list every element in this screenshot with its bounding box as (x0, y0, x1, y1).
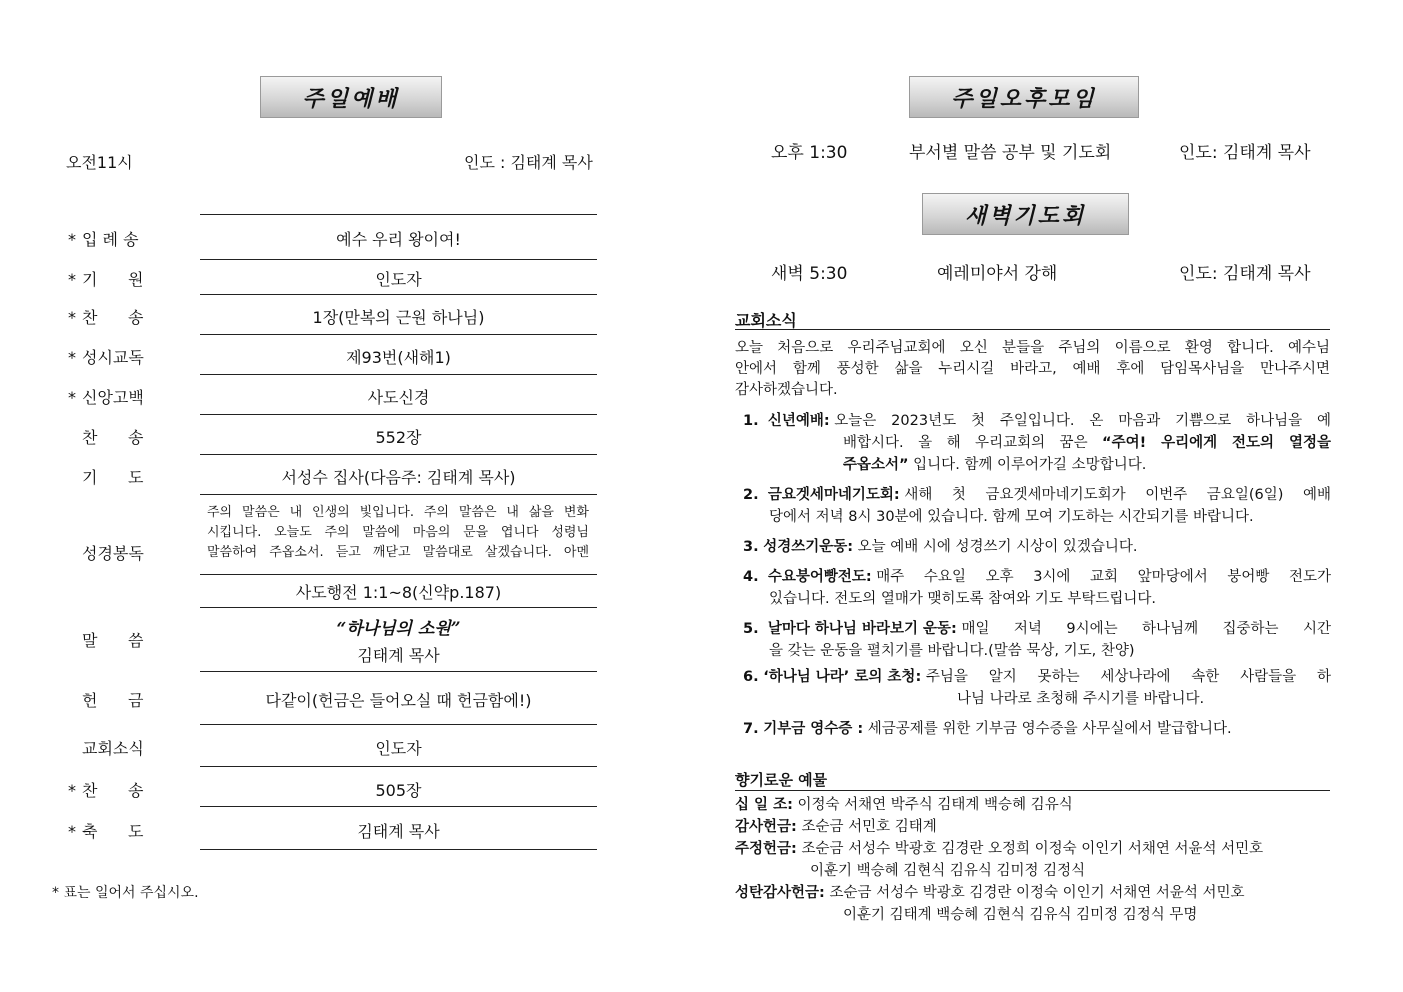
afternoon-banner (909, 76, 1139, 118)
order-label: * 신앙고백 (68, 388, 144, 407)
offering-type: 주정헌금: (735, 841, 797, 857)
stand-marker: * (68, 230, 76, 249)
offering-type: 감사헌금: (735, 819, 797, 835)
dawn-banner (922, 193, 1129, 235)
news-item-line: 오늘 예배 시에 성경쓰기 시상이 있겠습니다. (857, 539, 1138, 555)
news-item-line-part: 입니다. 함께 이루어가길 소망합니다. (908, 457, 1147, 473)
order-label: * 입 례 송 (68, 230, 139, 249)
welcome-line: 안에서 함께 풍성한 삶을 누리시길 바라고, 예배 후에 담임목사님을 만나주시면 (735, 361, 1330, 377)
order-rule (200, 334, 597, 335)
offering-names: 조순금 서성수 박광호 김경란 오정희 이정숙 이인기 서채연 서윤석 서민호 (801, 841, 1264, 857)
news-item (743, 410, 1331, 476)
news-item-line: 나님 나라로 초청해 주시기를 바랍니다. (957, 691, 1205, 707)
reading-prayer-line: 주의 말씀은 내 인생의 빛입니다. 주의 말씀은 내 삶을 변화 (207, 505, 589, 520)
order-value: 예수 우리 왕이여! (336, 230, 461, 249)
order-rule (200, 294, 597, 295)
news-item-line (743, 454, 1331, 476)
offering-names: 조순금 서성수 박광호 김경란 이정숙 이인기 서채연 서윤석 서민호 (829, 885, 1245, 901)
order-rule (200, 724, 597, 725)
stand-marker: * (68, 308, 76, 327)
order-label: * 기 원 (68, 270, 144, 289)
news-item-num: 6. (743, 669, 759, 685)
welcome-line: 감사하겠습니다. (735, 382, 838, 398)
news-item-num: 7. (743, 721, 759, 737)
afternoon-desc: 부서별 말씀 공부 및 기도회 (909, 143, 1112, 163)
news-item-line: 매일 저녁 9시에는 하나님께 집중하는 시간 (961, 621, 1331, 637)
news-item-num: 4. (743, 569, 759, 585)
offering-value: 다같이(헌금은 들어오실 때 헌금함에!) (265, 691, 532, 710)
afternoon-banner-title: 주일오후모임 (951, 85, 1097, 112)
news-item-title: 기부금 영수증 : (763, 721, 864, 737)
offering-row (735, 882, 1245, 904)
order-rule (200, 259, 597, 260)
reading-prayer (207, 503, 589, 563)
order-value: 552장 (375, 428, 422, 447)
news-item-num: 3. (743, 539, 759, 555)
sermon-preacher: 김태계 목사 (357, 646, 440, 665)
offerings-section-rule (735, 790, 1330, 791)
order-rule (200, 374, 597, 375)
offering-label: 헌 금 (82, 691, 144, 710)
order-rule (200, 454, 597, 455)
benediction-label: * 축 도 (68, 822, 144, 841)
sermon-title: “하나님의 소원” (336, 619, 461, 639)
news-item-line: 새해 첫 금요겟세마네기도회가 이번주 금요일(6일) 예배 (904, 487, 1331, 503)
worship-time: 오전11시 (66, 153, 133, 172)
dawn-banner-title: 새벽기도회 (964, 202, 1087, 229)
dawn-desc: 예레미야서 강해 (937, 264, 1058, 284)
news-item-title: 날마다 하나님 바라보기 운동: (767, 621, 957, 637)
hymn-value: 505장 (375, 781, 422, 800)
news-item-line-part: 배합시다. 올 해 우리교회의 꿈은 (843, 435, 1103, 451)
news-item-title: 성경쓰기운동: (763, 539, 854, 555)
order-value: 사도신경 (367, 388, 430, 407)
news-item (743, 536, 1331, 558)
order-rule (200, 849, 597, 850)
offering-row (735, 794, 1073, 816)
order-rule (200, 494, 597, 495)
news-item-title: 수요붕어빵전도: (767, 569, 872, 585)
news-section-title: 교회소식 (735, 311, 797, 330)
benediction-value: 김태계 목사 (357, 822, 440, 841)
welcome-text (735, 338, 1330, 401)
news-item (743, 484, 1331, 528)
order-rule (200, 574, 597, 575)
footnote: * 표는 일어서 주십시오. (52, 885, 199, 901)
offerings-section-title: 향기로운 예물 (735, 771, 828, 789)
offering-row (735, 816, 937, 838)
order-rule (200, 806, 597, 807)
offering-names: 조순금 서민호 김태계 (801, 819, 937, 835)
news-item-title: 금요겟세마네기도회: (767, 487, 900, 503)
offering-names-continued: 이훈기 백승혜 김현식 김유식 김미정 김정식 (810, 863, 1086, 879)
news-item-line: 당에서 저녁 8시 30분에 있습니다. 함께 모여 기도하는 시간되기를 바랍니다. (769, 509, 1254, 525)
dawn-time: 새벽 5:30 (771, 264, 848, 284)
news-item-num: 1. (743, 413, 759, 429)
order-label: * 찬 송 (68, 308, 144, 327)
offering-names: 이정숙 서채연 박주식 김태계 백승혜 김유식 (797, 797, 1073, 813)
stand-marker: * (68, 781, 76, 800)
welcome-line: 오늘 처음으로 우리주님교회에 오신 분들을 주님의 이름으로 환영 합니다. 예수님 (735, 340, 1330, 356)
stand-marker: * (68, 348, 76, 367)
news-item-line: 매주 수요일 오후 3시에 교회 앞마당에서 붕어빵 전도가 (876, 569, 1331, 585)
order-value: 제93번(새해1) (346, 348, 451, 367)
offering-names-continued: 이훈기 김태계 백승혜 김현식 김유식 김미정 김정식 무명 (843, 907, 1198, 923)
offering-type: 십 일 조: (735, 797, 793, 813)
stand-marker: * (68, 388, 76, 407)
news-item (743, 618, 1331, 662)
worship-banner-title: 주일예배 (302, 85, 400, 112)
reading-passage: 사도행전 1:1~8(신약p.187) (295, 583, 502, 602)
news-value: 인도자 (375, 739, 422, 758)
news-item-line (743, 432, 1331, 454)
news-item (743, 718, 1331, 740)
order-rule (200, 214, 597, 215)
news-item-title: 신년예배: (767, 413, 830, 429)
afternoon-leader: 인도: 김태계 목사 (1179, 143, 1311, 163)
stand-marker: * (68, 822, 76, 841)
news-item-num: 5. (743, 621, 759, 637)
news-item-line: 세금공제를 위한 기부금 영수증을 사무실에서 발급합니다. (867, 721, 1232, 737)
news-item-title: ‘하나님 나라’ 로의 초청: (763, 669, 922, 685)
order-rule (200, 671, 597, 672)
worship-banner (260, 76, 442, 118)
reading-label: 성경봉독 (82, 544, 144, 563)
news-item-emphasis: “주여! 우리에게 전도의 열정을 (1102, 435, 1331, 451)
news-item (743, 566, 1331, 610)
order-label: * 성시교독 (68, 348, 144, 367)
news-item-line: 있습니다. 전도의 열매가 맺히도록 참여와 기도 부탁드립니다. (769, 591, 1157, 607)
news-item-line: 을 갖는 운동을 펼치기를 바랍니다.(말씀 묵상, 기도, 찬양) (769, 643, 1135, 659)
news-item-line: 주님을 알지 못하는 세상나라에 속한 사람들을 하 (925, 669, 1331, 685)
reading-prayer-line: 말씀하여 주옵소서. 듣고 깨닫고 말씀대로 살겠습니다. 아멘 (207, 545, 589, 560)
news-label: 교회소식 (82, 739, 144, 758)
afternoon-time: 오후 1:30 (771, 143, 848, 163)
order-label: 찬 송 (82, 428, 144, 447)
order-rule (200, 766, 597, 767)
news-item (743, 666, 1331, 710)
order-rule (200, 414, 597, 415)
news-item-line: 오늘은 2023년도 첫 주일입니다. 온 마음과 기쁨으로 하나님을 예 (834, 413, 1331, 429)
worship-leader: 인도 : 김태계 목사 (464, 153, 593, 172)
order-value: 인도자 (375, 270, 422, 289)
news-item-emphasis: 주옵소서” (843, 457, 909, 473)
offering-row (735, 838, 1263, 860)
hymn-label: * 찬 송 (68, 781, 144, 800)
reading-prayer-line: 시킵니다. 오늘도 주의 말씀에 마음의 문을 엽니다 성령님 (207, 525, 589, 540)
offering-type: 성탄감사헌금: (735, 885, 825, 901)
sermon-label: 말 씀 (82, 631, 144, 650)
order-value: 서성수 집사(다음주: 김태계 목사) (281, 468, 516, 487)
news-item-num: 2. (743, 487, 759, 503)
stand-marker: * (68, 270, 76, 289)
order-rule (200, 607, 597, 608)
dawn-leader: 인도: 김태계 목사 (1179, 264, 1311, 284)
order-label: 기 도 (82, 468, 144, 487)
news-section-rule (735, 329, 1330, 330)
order-value: 1장(만복의 근원 하나님) (312, 308, 485, 327)
